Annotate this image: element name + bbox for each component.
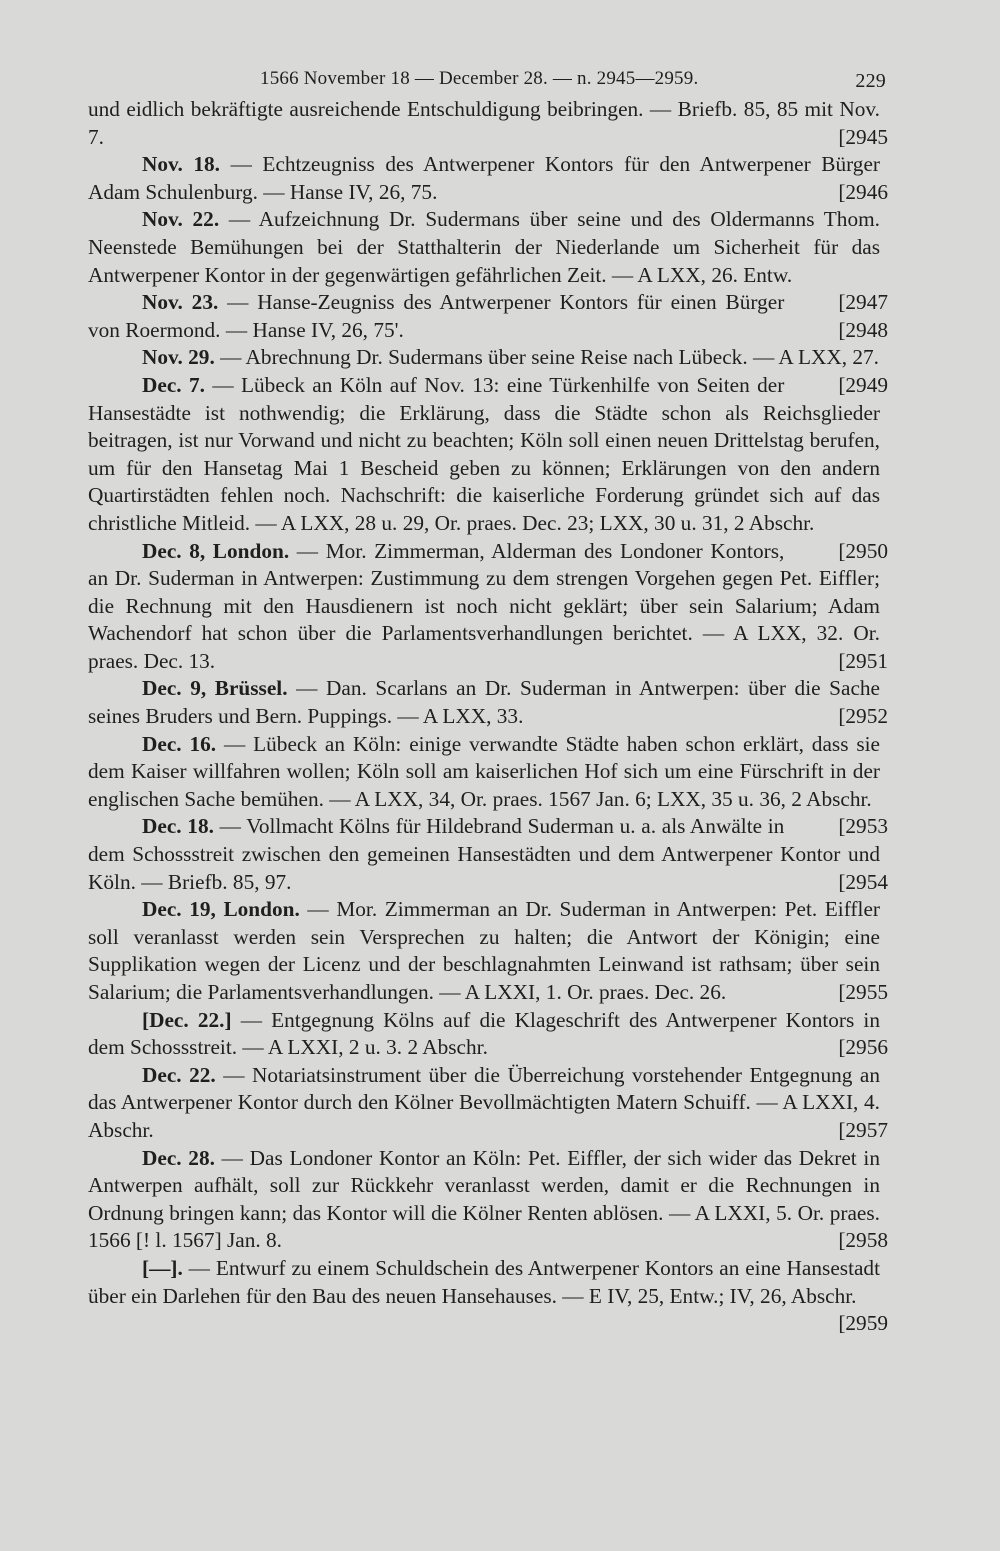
entry-date: Dec. 7. <box>142 372 205 397</box>
register-entries <box>88 96 888 1336</box>
entry-date: [—]. <box>142 1255 183 1280</box>
entry-number: [2951 <box>838 648 888 673</box>
entry-date: Nov. 18. <box>142 152 221 177</box>
register-entry <box>88 675 888 730</box>
entry-text: — Aufzeichnung Dr. Sudermans über seine und des Oldermanns Thom. Neenstede Bemühungen bei der Statthalterin der Niederlande um Sicherheit für das Antwerpener Kontor in der gegenwärtigen gefährlichen Zeit. — A LXX, 26. Entw. <box>88 207 880 287</box>
entry-date: Dec. 9, Brüssel. <box>142 676 288 701</box>
entry-date: [Dec. 22.] <box>142 1007 232 1032</box>
entry-text: und eidlich bekräftigte ausreichende Entschuldigung beibringen. — Briefb. 85, 85 mit Nov. 7. <box>88 97 880 149</box>
entry-number: [2949 <box>838 372 888 397</box>
entry-number: [2946 <box>838 179 888 204</box>
register-entry <box>88 1255 888 1336</box>
entry-text: — Das Londoner Kontor an Köln: Pet. Eiffler, der sich wider das Dekret in Antwerpen aufhält, soll zur Rückkehr veranlasst werden, damit er die Rechnungen in Ordnung bringen kann; das Kontor will die Kölner Renten ablösen. — A LXXI, 5. Or. praes. 1566 [! l. 1567] Jan. 8. <box>88 1145 880 1253</box>
entry-date: Nov. 23. <box>142 290 219 315</box>
entry-text: — Entgegnung Kölns auf die Klageschrift des Antwerpener Kontors in dem Schossstreit. — A LXXI, 2 u. 3. 2 Abschr. <box>88 1007 880 1060</box>
entry-text: — Lübeck an Köln auf Nov. 13: eine Türkenhilfe von Seiten der Hansestädte ist nothwendig; die Erklärung, dass die Städte schon als Reichsglieder beitragen, ist nur Vorwand und nicht zu beachten; Köln soll einen neuen Drittelstag berufen, um für den Hansetag Mai 1 Bescheid geben zu können; Erklärungen von den andern Quartirstädten fehlen noch. Nachschrift: die kaiserliche Forderung gründet sich auf das christliche Mitleid. — A LXX, 28 u. 29, Or. praes. Dec. 23; LXX, 30 u. 31, 2 Abschr. <box>88 372 880 535</box>
entry-text: — Vollmacht Kölns für Hildebrand Suderman u. a. als Anwälte in dem Schossstreit zwischen den gemeinen Hansestädten und dem Antwerpener Kontor und Köln. — Briefb. 85, 97. <box>88 814 880 894</box>
entry-date: Dec. 18. <box>142 814 214 839</box>
register-entry <box>88 538 888 676</box>
entry-date: Dec. 16. <box>142 731 217 756</box>
entry-text: — Dan. Scarlans an Dr. Suderman in Antwerpen: über die Sache seines Bruders und Bern. Puppings. — A LXX, 33. <box>88 676 880 729</box>
entry-text: — Mor. Zimmerman, Alderman des Londoner Kontors, an Dr. Suderman in Antwerpen: Zustimmung zu dem strengen Vorgehen gegen Pet. Eiffler; die Rechnung mit den Hausdienern ist noch nicht geklärt; über sein Salarium; Adam Wachendorf hat schon über die Parlamentsverhandlungen berichtet. — A LXX, 32. Or. praes. Dec. 13. <box>88 538 880 673</box>
entry-number: [2958 <box>838 1228 888 1253</box>
running-title: 1566 November 18 — December 28. — n. 2945—2959. <box>260 68 699 89</box>
entry-text: — Echtzeugniss des Antwerpener Kontors für den Antwerpener Bürger Adam Schulenburg. — Hanse IV, 26, 75. <box>88 152 881 204</box>
register-entry <box>88 1007 888 1062</box>
entry-number: [2957 <box>838 1117 888 1142</box>
register-entry <box>88 1145 888 1255</box>
entry-text: — Abrechnung Dr. Sudermans über seine Reise nach Lübeck. — A LXX, 27. <box>220 345 879 370</box>
entry-date: Dec. 8, London. <box>142 538 290 563</box>
register-entry <box>88 896 888 1006</box>
entry-date: Dec. 19, London. <box>142 897 300 922</box>
register-entry <box>88 96 888 151</box>
entry-number: [2948 <box>838 317 888 342</box>
entry-text: — Notariatsinstrument über die Überreichung vorstehender Entgegnung an das Antwerpener Kontor durch den Kölner Bevollmächtigten Matern Schuiff. — A LXXI, 4. Abschr. <box>88 1062 880 1142</box>
running-header <box>88 62 886 96</box>
entry-number: [2952 <box>838 704 888 729</box>
entry-number: [2959 <box>838 1311 888 1336</box>
entry-number: [2950 <box>838 538 888 563</box>
entry-date: Dec. 22. <box>142 1062 216 1087</box>
entry-text: — Lübeck an Köln: einige verwandte Städte haben schon erklärt, dass sie dem Kaiser willfahren wollen; Köln soll am kaiserlichen Hof sich um eine Fürschrift in der englischen Sache bemühen. — A LXX, 34, Or. praes. 1567 Jan. 6; LXX, 35 u. 36, 2 Abschr. <box>88 731 881 811</box>
page-number: 229 <box>855 70 886 92</box>
entry-text: — Hanse-Zeugniss des Antwerpener Kontors für einen Bürger von Roermond. — Hanse IV, 26, 75'. <box>88 290 785 342</box>
entry-number: [2954 <box>838 869 888 894</box>
entry-number: [2953 <box>838 814 888 839</box>
entry-number: [2947 <box>838 290 888 315</box>
register-entry <box>88 813 888 896</box>
register-entry <box>88 289 888 344</box>
entry-number: [2955 <box>838 980 888 1004</box>
entry-date: Dec. 28. <box>142 1145 215 1170</box>
entry-date: Nov. 29. <box>142 345 215 370</box>
register-entry <box>88 1062 888 1145</box>
entry-number: [2945 <box>838 124 888 149</box>
entry-text: — Mor. Zimmerman an Dr. Suderman in Antwerpen: Pet. Eiffler soll veranlasst werden sein Versprechen zu halten; die Antwort der Königin; eine Supplikation wegen der Licenz und der beschlagnahmten Leinwand ist rathsam; über sein Salarium; die Parlamentsverhandlungen. — A LXXI, 1. Or. praes. Dec. 26. <box>88 897 880 1004</box>
entry-number: [2956 <box>838 1035 888 1060</box>
entry-text: — Entwurf zu einem Schuldschein des Antwerpener Kontors an eine Hansestadt über ein Darlehen für den Bau des neuen Hansehauses. — E IV, 25, Entw.; IV, 26, Abschr. <box>88 1255 881 1308</box>
entry-date: Nov. 22. <box>142 207 220 232</box>
register-entry <box>88 151 888 206</box>
